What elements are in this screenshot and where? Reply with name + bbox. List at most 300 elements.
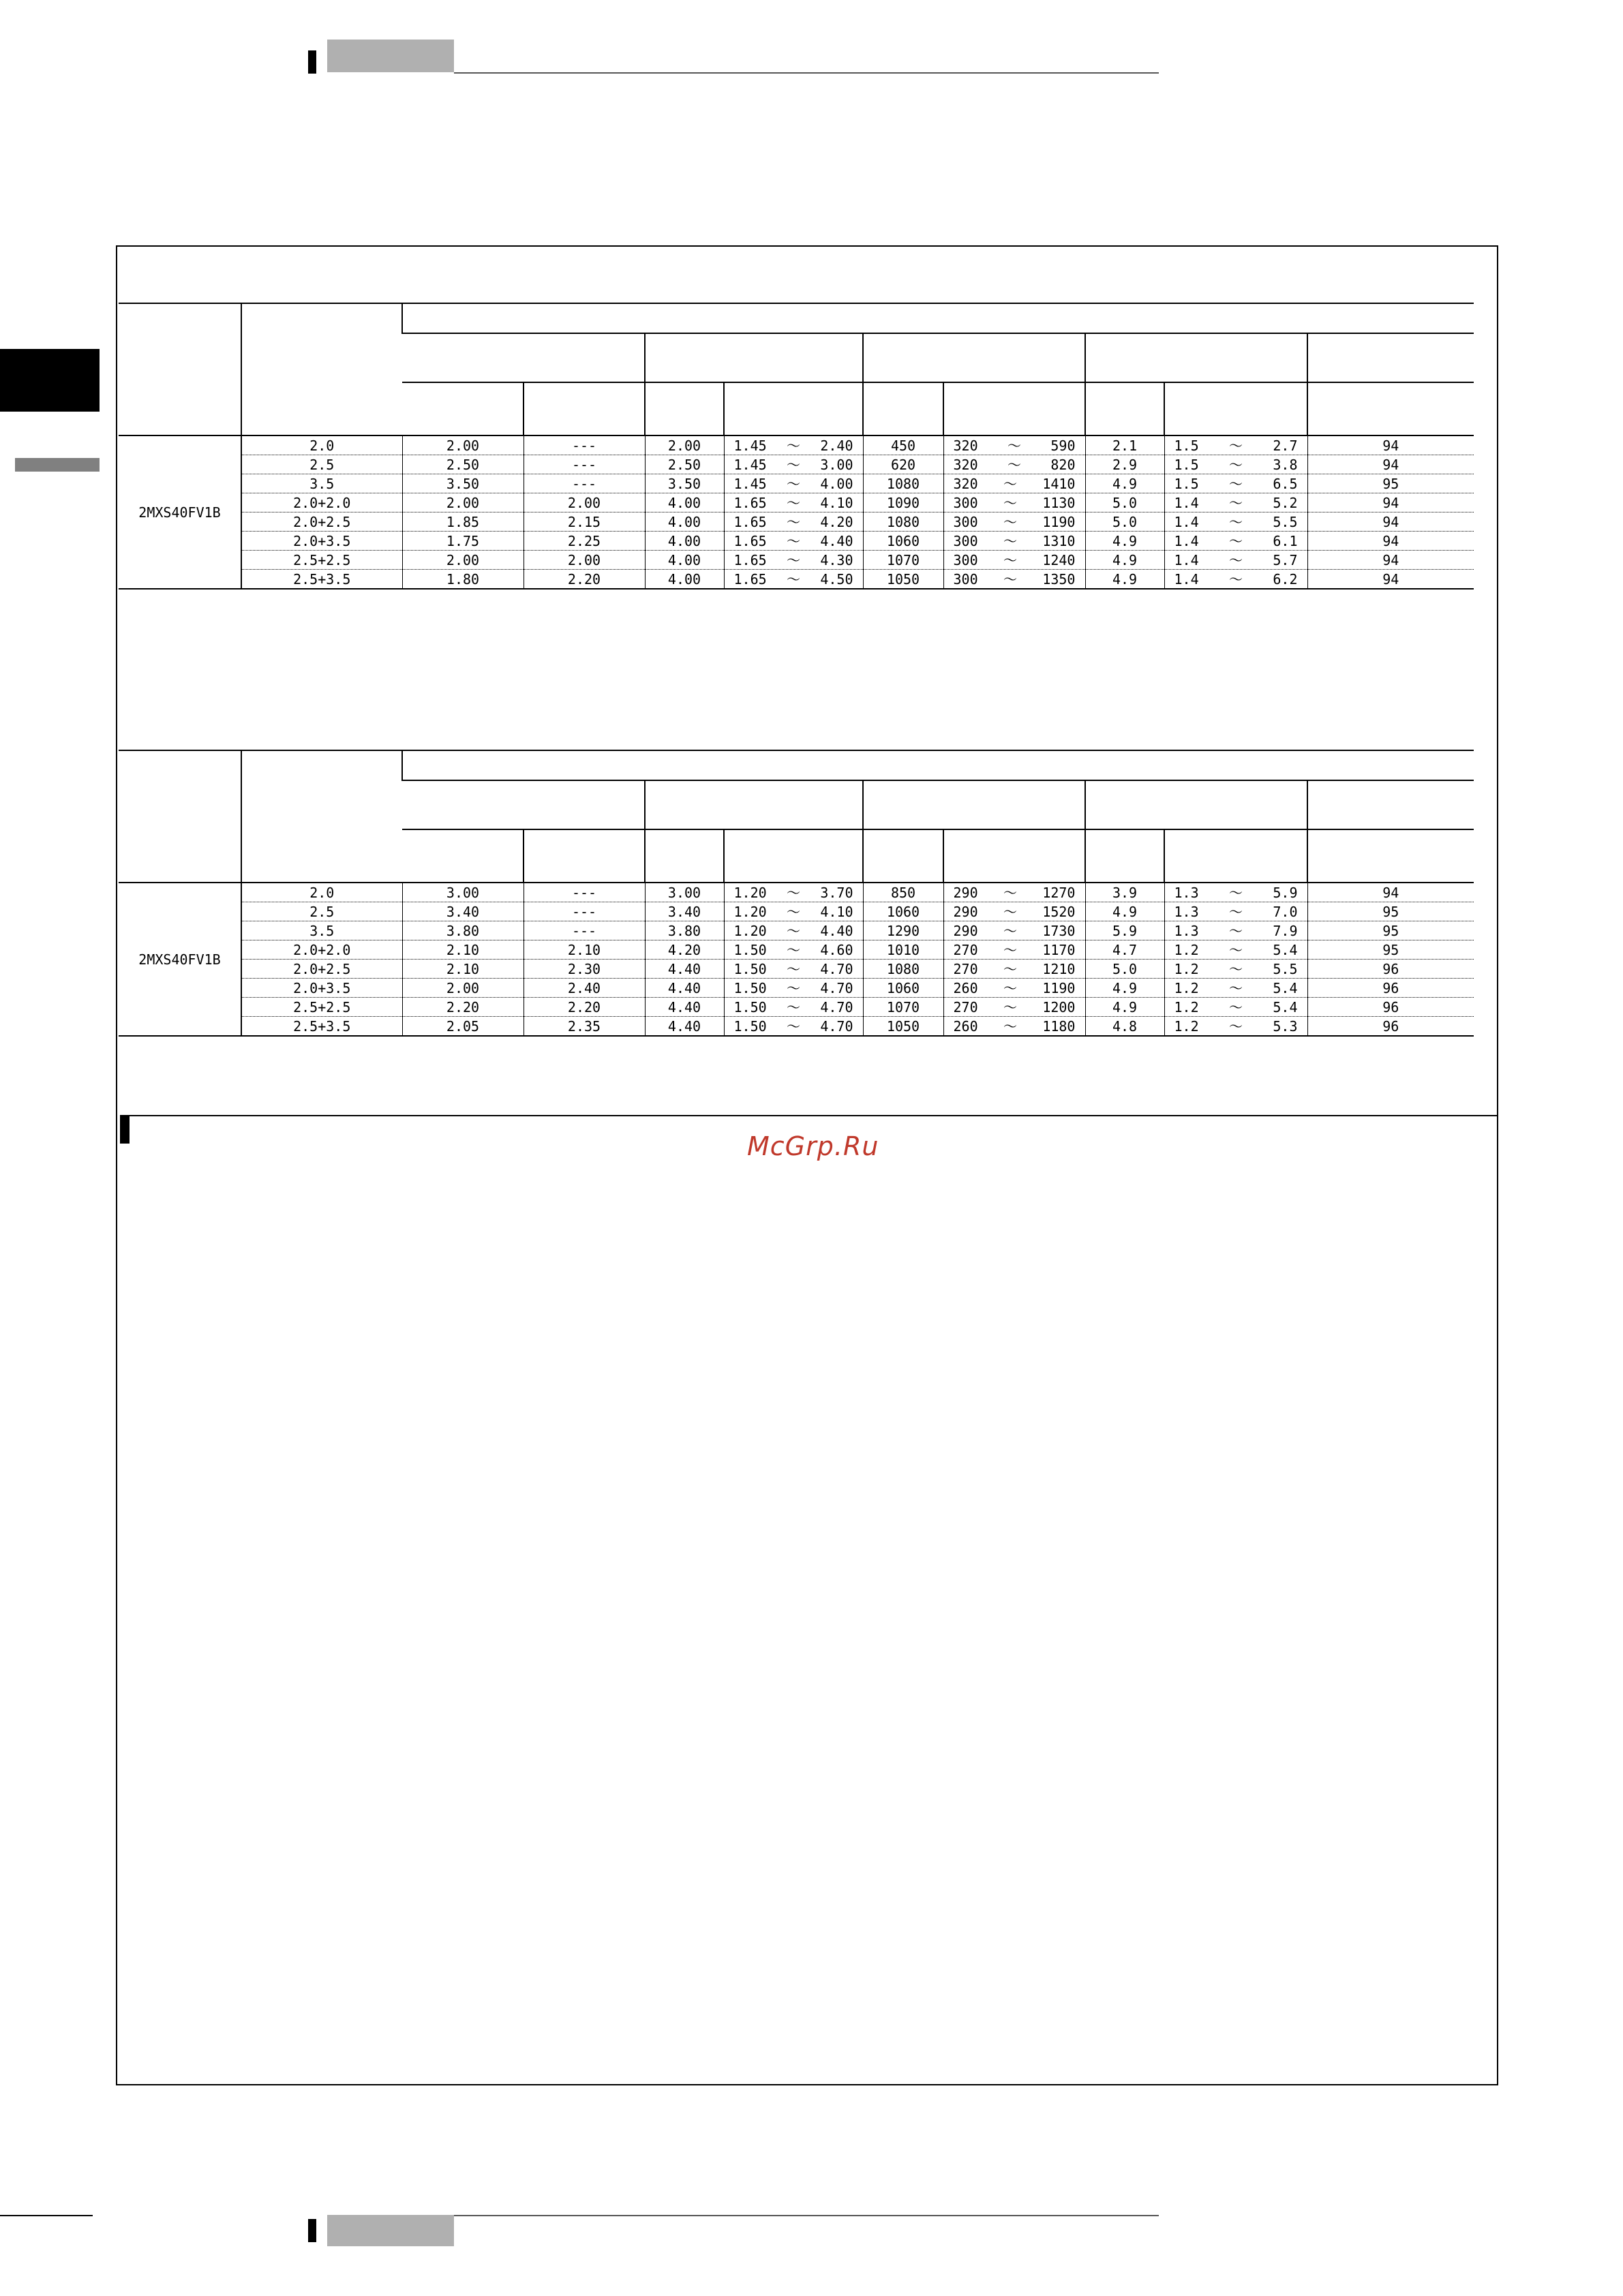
- power-factor-cell: 94: [1307, 493, 1474, 512]
- range-separator: ～: [1229, 494, 1243, 511]
- unit-b-capacity-cell: 2.20: [524, 570, 645, 590]
- current-header: [1085, 780, 1307, 829]
- power-factor-cell: 94: [1307, 512, 1474, 532]
- range-separator: ～: [1229, 941, 1243, 958]
- power-factor-cell: 94: [1307, 455, 1474, 474]
- table-row: [119, 1017, 1474, 1037]
- range-separator: ～: [1229, 551, 1243, 568]
- unit-b-header: [524, 829, 645, 883]
- current-range-cell-max: 2.7: [1273, 437, 1298, 454]
- table-row: [119, 570, 1474, 590]
- total-range-header: [724, 382, 863, 435]
- power-range-cell-max: 590: [1050, 437, 1076, 454]
- range-separator: ～: [787, 903, 800, 920]
- current-range-cell-min: 1.4: [1174, 494, 1199, 511]
- combination-cell: 3.5: [241, 921, 402, 940]
- total-capacity-cell: 4.00: [645, 493, 724, 512]
- unit-b-capacity-cell: 2.35: [524, 1017, 645, 1037]
- capacity-range-cell-min: 1.45: [733, 456, 767, 473]
- current-range-cell-min: 1.3: [1174, 903, 1199, 920]
- power-range-cell-min: 300: [953, 532, 978, 549]
- unit-a-capacity-cell: 1.80: [402, 570, 524, 590]
- capacity-range-cell-max: 4.10: [820, 903, 853, 920]
- table-row: [119, 960, 1474, 979]
- current-range-cell: [1164, 979, 1307, 998]
- capacity-range-cell: [724, 1017, 863, 1037]
- current-range-cell-min: 1.2: [1174, 960, 1199, 977]
- header-marker: [308, 50, 316, 74]
- power-factor-header: [1307, 333, 1474, 382]
- table-row: [119, 979, 1474, 998]
- power-range-cell: [943, 493, 1085, 512]
- range-separator: ～: [1229, 513, 1243, 530]
- range-separator: ～: [1003, 494, 1017, 511]
- current-range-cell: [1164, 921, 1307, 940]
- total-capacity-cell: 4.40: [645, 979, 724, 998]
- table-row: [119, 921, 1474, 940]
- power-input-cell: 1090: [863, 493, 943, 512]
- unit-b-capacity-cell: ---: [524, 435, 645, 455]
- power-range-cell-max: 1350: [1042, 570, 1076, 587]
- unit-a-capacity-cell: 2.50: [402, 455, 524, 474]
- current-cell: 4.9: [1085, 979, 1164, 998]
- power-factor-cell: 95: [1307, 921, 1474, 940]
- total-capacity-cell: 4.00: [645, 570, 724, 590]
- range-separator: ～: [1229, 922, 1243, 939]
- range-separator: ～: [1229, 903, 1243, 920]
- unit-b-capacity-cell: ---: [524, 921, 645, 940]
- power-range-cell-max: 1200: [1042, 998, 1076, 1015]
- current-range-cell-min: 1.4: [1174, 570, 1199, 587]
- power-input-cell: 1060: [863, 532, 943, 551]
- current-range-cell: [1164, 474, 1307, 493]
- power-range-cell-max: 1520: [1042, 903, 1076, 920]
- current-cell: 2.1: [1085, 435, 1164, 455]
- power-range-cell: [943, 435, 1085, 455]
- table-row: [119, 512, 1474, 532]
- capacity-range-cell-min: 1.20: [733, 922, 767, 939]
- unit-b-capacity-cell: 2.15: [524, 512, 645, 532]
- total-capacity-cell: 3.80: [645, 921, 724, 940]
- current-range-cell-max: 5.4: [1273, 998, 1298, 1015]
- total-rated-header: [645, 382, 724, 435]
- current-range-cell-max: 5.7: [1273, 551, 1298, 568]
- current-range-cell-min: 1.5: [1174, 437, 1199, 454]
- performance-header: [402, 303, 1474, 333]
- current-cell: 4.9: [1085, 474, 1164, 493]
- combination-cell: 3.5: [241, 474, 402, 493]
- capacity-range-cell-min: 1.50: [733, 979, 767, 996]
- capacity-range-cell-min: 1.65: [733, 551, 767, 568]
- total-capacity-cell: 4.40: [645, 998, 724, 1017]
- range-separator: ～: [787, 998, 800, 1015]
- power-range-cell: [943, 455, 1085, 474]
- capacity-range-cell-min: 1.45: [733, 437, 767, 454]
- unit-b-capacity-cell: ---: [524, 474, 645, 493]
- model-cell: 2MXS40FV1B: [119, 435, 241, 589]
- watermark-text: McGrp.Ru: [747, 1131, 879, 1161]
- power-factor-cell: 94: [1307, 551, 1474, 570]
- current-cell: 4.9: [1085, 570, 1164, 590]
- current-range-cell: [1164, 570, 1307, 590]
- performance-header: [402, 750, 1474, 780]
- capacity-range-cell-min: 1.50: [733, 1017, 767, 1035]
- range-separator: ～: [787, 494, 800, 511]
- unit-a-capacity-cell: 2.10: [402, 960, 524, 979]
- power-input-cell: 1070: [863, 998, 943, 1017]
- table-row: [119, 940, 1474, 960]
- power-range-cell: [943, 512, 1085, 532]
- current-range-cell-max: 5.2: [1273, 494, 1298, 511]
- current-cell: 5.0: [1085, 512, 1164, 532]
- model-header: [119, 750, 241, 883]
- current-rated-header: [1085, 829, 1164, 883]
- range-separator: ～: [1003, 570, 1017, 587]
- power-input-cell: 450: [863, 435, 943, 455]
- range-separator: ～: [1229, 532, 1243, 549]
- capacity-range-cell-min: 1.65: [733, 513, 767, 530]
- unit-b-capacity-cell: 2.40: [524, 979, 645, 998]
- range-separator: ～: [787, 1017, 800, 1035]
- range-separator: ～: [1003, 941, 1017, 958]
- current-range-cell-min: 1.4: [1174, 532, 1199, 549]
- unit-a-capacity-cell: 3.40: [402, 902, 524, 921]
- power-factor-cell: 95: [1307, 940, 1474, 960]
- unit-a-capacity-cell: 3.50: [402, 474, 524, 493]
- table-row: [119, 998, 1474, 1017]
- power-factor-cell: 94: [1307, 883, 1474, 902]
- power-range-cell: [943, 883, 1085, 902]
- footer-marker: [308, 2219, 316, 2242]
- capacity-range-cell: [724, 979, 863, 998]
- combination-cell: 2.5: [241, 455, 402, 474]
- combination-header: [241, 750, 402, 883]
- range-separator: ～: [1003, 513, 1017, 530]
- power-range-cell-min: 270: [953, 960, 978, 977]
- capacity-range-cell-min: 1.50: [733, 941, 767, 958]
- table-row: [119, 883, 1474, 902]
- capacity-range-cell-max: 4.30: [820, 551, 853, 568]
- power-factor-header: [1307, 780, 1474, 829]
- capacity-range-cell-min: 1.50: [733, 960, 767, 977]
- capacity-range-cell: [724, 532, 863, 551]
- range-separator: ～: [787, 475, 800, 492]
- unit-a-capacity-cell: 3.80: [402, 921, 524, 940]
- power-range-cell: [943, 979, 1085, 998]
- range-separator: ～: [1003, 903, 1017, 920]
- capacity-range-cell: [724, 493, 863, 512]
- current-range-cell: [1164, 455, 1307, 474]
- total-capacity-cell: 3.40: [645, 902, 724, 921]
- range-separator: ～: [787, 922, 800, 939]
- power-range-cell: [943, 570, 1085, 590]
- power-input-cell: 1010: [863, 940, 943, 960]
- capacity-range-cell: [724, 512, 863, 532]
- range-separator: ～: [787, 551, 800, 568]
- current-range-cell-max: 6.5: [1273, 475, 1298, 492]
- range-separator: ～: [1229, 979, 1243, 996]
- power-factor-cell: 96: [1307, 1017, 1474, 1037]
- combination-cell: 2.0: [241, 435, 402, 455]
- range-separator: ～: [1229, 570, 1243, 587]
- current-range-cell-min: 1.4: [1174, 551, 1199, 568]
- current-range-cell: [1164, 1017, 1307, 1037]
- power-input-cell: 1080: [863, 960, 943, 979]
- unit-a-capacity-cell: 2.05: [402, 1017, 524, 1037]
- power-factor-cell: 94: [1307, 570, 1474, 590]
- current-cell: 4.7: [1085, 940, 1164, 960]
- header-label-box: [327, 40, 454, 72]
- capacity-range-cell-max: 4.00: [820, 475, 853, 492]
- power-factor-cell: 96: [1307, 960, 1474, 979]
- range-separator: ～: [1229, 884, 1243, 901]
- section-subtab: [15, 458, 100, 472]
- capacity-range-cell-max: 4.40: [820, 922, 853, 939]
- range-separator: ～: [1229, 437, 1243, 454]
- combination-cell: 2.5+2.5: [241, 551, 402, 570]
- power-range-cell-min: 320: [953, 437, 978, 454]
- current-range-cell-max: 6.1: [1273, 532, 1298, 549]
- spec-table-1: [119, 303, 1474, 590]
- power-input-header: [863, 780, 1085, 829]
- range-separator: ～: [787, 884, 800, 901]
- unit-b-capacity-cell: ---: [524, 883, 645, 902]
- current-range-cell: [1164, 998, 1307, 1017]
- power-range-cell-min: 300: [953, 513, 978, 530]
- power-range-cell-min: 260: [953, 1017, 978, 1035]
- power-input-cell: 850: [863, 883, 943, 902]
- pf-value-header: [1307, 829, 1474, 883]
- power-range-cell-max: 1190: [1042, 513, 1076, 530]
- range-separator: ～: [1229, 1017, 1243, 1035]
- capacity-total-header: [645, 333, 863, 382]
- power-factor-cell: 95: [1307, 474, 1474, 493]
- range-separator: ～: [1003, 960, 1017, 977]
- power-range-cell-min: 290: [953, 903, 978, 920]
- power-factor-cell: 96: [1307, 998, 1474, 1017]
- combination-cell: 2.0+3.5: [241, 532, 402, 551]
- capacity-range-cell: [724, 940, 863, 960]
- capacity-range-cell-max: 4.10: [820, 494, 853, 511]
- unit-a-capacity-cell: 2.00: [402, 979, 524, 998]
- unit-b-capacity-cell: 2.00: [524, 493, 645, 512]
- power-input-cell: 620: [863, 455, 943, 474]
- capacity-range-cell-max: 4.70: [820, 998, 853, 1015]
- power-range-cell: [943, 1017, 1085, 1037]
- capacity-range-cell: [724, 435, 863, 455]
- power-range-cell-min: 290: [953, 884, 978, 901]
- unit-a-capacity-cell: 1.75: [402, 532, 524, 551]
- capacity-range-cell-max: 4.60: [820, 941, 853, 958]
- pf-value-header: [1307, 382, 1474, 435]
- range-separator: ～: [1003, 532, 1017, 549]
- current-range-cell: [1164, 883, 1307, 902]
- current-range-cell-min: 1.3: [1174, 884, 1199, 901]
- power-range-cell: [943, 921, 1085, 940]
- combination-cell: 2.0+2.5: [241, 960, 402, 979]
- range-separator: ～: [787, 456, 800, 473]
- total-capacity-cell: 3.50: [645, 474, 724, 493]
- power-range-cell: [943, 940, 1085, 960]
- capacity-range-cell-max: 4.20: [820, 513, 853, 530]
- model-cell: 2MXS40FV1B: [119, 883, 241, 1036]
- range-separator: ～: [787, 532, 800, 549]
- capacity-per-unit-header: [402, 780, 645, 829]
- range-separator: ～: [787, 513, 800, 530]
- table-row: [119, 902, 1474, 921]
- current-cell: 4.8: [1085, 1017, 1164, 1037]
- capacity-total-header: [645, 780, 863, 829]
- range-separator: ～: [1229, 456, 1243, 473]
- header-row-1: [119, 750, 1474, 780]
- range-separator: ～: [1003, 551, 1017, 568]
- power-range-cell: [943, 551, 1085, 570]
- combination-cell: 2.0+2.0: [241, 493, 402, 512]
- combination-cell: 2.0+2.5: [241, 512, 402, 532]
- power-range-cell-max: 1240: [1042, 551, 1076, 568]
- unit-b-capacity-cell: 2.20: [524, 998, 645, 1017]
- power-range-cell-min: 290: [953, 922, 978, 939]
- header-rule: [454, 72, 1159, 74]
- header-row-1: [119, 303, 1474, 333]
- capacity-range-cell-max: 4.70: [820, 979, 853, 996]
- unit-a-capacity-cell: 2.00: [402, 493, 524, 512]
- power-range-header: [943, 829, 1085, 883]
- capacity-range-cell-min: 1.65: [733, 570, 767, 587]
- power-range-cell-min: 270: [953, 998, 978, 1015]
- capacity-range-cell-min: 1.20: [733, 884, 767, 901]
- power-range-cell: [943, 532, 1085, 551]
- power-range-cell-max: 1210: [1042, 960, 1076, 977]
- current-range-cell-min: 1.5: [1174, 475, 1199, 492]
- combination-cell: 2.5+2.5: [241, 998, 402, 1017]
- range-separator: ～: [1229, 960, 1243, 977]
- range-separator: ～: [1003, 475, 1017, 492]
- current-range-cell-min: 1.2: [1174, 1017, 1199, 1035]
- unit-b-capacity-cell: 2.30: [524, 960, 645, 979]
- current-range-cell: [1164, 960, 1307, 979]
- current-range-cell-min: 1.4: [1174, 513, 1199, 530]
- capacity-range-cell: [724, 551, 863, 570]
- range-separator: ～: [787, 437, 800, 454]
- current-cell: 3.9: [1085, 883, 1164, 902]
- combination-cell: 2.0: [241, 883, 402, 902]
- power-range-cell-min: 270: [953, 941, 978, 958]
- power-range-cell-max: 1410: [1042, 475, 1076, 492]
- capacity-per-unit-header: [402, 333, 645, 382]
- unit-b-header: [524, 382, 645, 435]
- current-cell: 5.0: [1085, 493, 1164, 512]
- power-range-cell-min: 320: [953, 456, 978, 473]
- current-range-cell-min: 1.2: [1174, 941, 1199, 958]
- power-factor-cell: 94: [1307, 532, 1474, 551]
- current-range-cell: [1164, 902, 1307, 921]
- current-range-cell-max: 7.9: [1273, 922, 1298, 939]
- capacity-range-cell-min: 1.65: [733, 494, 767, 511]
- section-tab: [0, 349, 100, 412]
- power-input-cell: 1050: [863, 570, 943, 590]
- unit-a-header: [402, 829, 524, 883]
- range-separator: ～: [1229, 475, 1243, 492]
- total-capacity-cell: 2.50: [645, 455, 724, 474]
- power-range-cell-max: 1270: [1042, 884, 1076, 901]
- current-cell: 4.9: [1085, 532, 1164, 551]
- power-input-cell: 1290: [863, 921, 943, 940]
- power-range-cell-min: 300: [953, 570, 978, 587]
- unit-a-capacity-cell: 2.00: [402, 551, 524, 570]
- power-factor-cell: 94: [1307, 435, 1474, 455]
- model-header: [119, 303, 241, 435]
- combination-cell: 2.5+3.5: [241, 1017, 402, 1037]
- total-rated-header: [645, 829, 724, 883]
- current-range-cell-max: 6.2: [1273, 570, 1298, 587]
- current-range-header: [1164, 829, 1307, 883]
- range-separator: ～: [1003, 922, 1017, 939]
- current-range-cell-max: 5.4: [1273, 979, 1298, 996]
- total-capacity-cell: 4.40: [645, 1017, 724, 1037]
- power-range-cell: [943, 998, 1085, 1017]
- current-cell: 4.9: [1085, 998, 1164, 1017]
- capacity-range-cell-max: 4.40: [820, 532, 853, 549]
- range-separator: ～: [1003, 979, 1017, 996]
- capacity-range-cell-max: 4.70: [820, 960, 853, 977]
- power-range-header: [943, 382, 1085, 435]
- current-range-cell-min: 1.5: [1174, 456, 1199, 473]
- power-input-cell: 1080: [863, 474, 943, 493]
- current-range-cell-min: 1.2: [1174, 979, 1199, 996]
- current-range-cell: [1164, 512, 1307, 532]
- total-capacity-cell: 4.00: [645, 532, 724, 551]
- capacity-range-cell-max: 3.70: [820, 884, 853, 901]
- capacity-range-cell: [724, 998, 863, 1017]
- power-factor-cell: 95: [1307, 902, 1474, 921]
- footer-left-rule: [0, 2215, 93, 2216]
- range-separator: ～: [1229, 998, 1243, 1015]
- power-range-cell-max: 1130: [1042, 494, 1076, 511]
- current-range-cell-min: 1.3: [1174, 922, 1199, 939]
- current-range-cell: [1164, 532, 1307, 551]
- unit-a-capacity-cell: 3.00: [402, 883, 524, 902]
- current-range-cell: [1164, 940, 1307, 960]
- unit-b-capacity-cell: 2.10: [524, 940, 645, 960]
- capacity-range-cell-min: 1.65: [733, 532, 767, 549]
- range-separator: ～: [1003, 998, 1017, 1015]
- capacity-range-cell: [724, 883, 863, 902]
- power-input-cell: 1080: [863, 512, 943, 532]
- capacity-range-cell: [724, 570, 863, 590]
- combination-cell: 2.0+2.0: [241, 940, 402, 960]
- power-range-cell-min: 300: [953, 494, 978, 511]
- unit-a-capacity-cell: 2.20: [402, 998, 524, 1017]
- unit-a-capacity-cell: 1.85: [402, 512, 524, 532]
- capacity-range-cell: [724, 902, 863, 921]
- power-range-cell: [943, 474, 1085, 493]
- power-input-cell: 1070: [863, 551, 943, 570]
- total-capacity-cell: 4.20: [645, 940, 724, 960]
- capacity-range-cell: [724, 960, 863, 979]
- power-range-cell-min: 300: [953, 551, 978, 568]
- current-range-cell-max: 3.8: [1273, 456, 1298, 473]
- power-range-cell: [943, 960, 1085, 979]
- power-range-cell-min: 260: [953, 979, 978, 996]
- power-input-cell: 1060: [863, 902, 943, 921]
- range-separator: ～: [1003, 884, 1017, 901]
- unit-b-capacity-cell: 2.25: [524, 532, 645, 551]
- table-1-body: [119, 435, 1474, 589]
- unit-b-capacity-cell: 2.00: [524, 551, 645, 570]
- total-capacity-cell: 4.40: [645, 960, 724, 979]
- range-separator: ～: [787, 960, 800, 977]
